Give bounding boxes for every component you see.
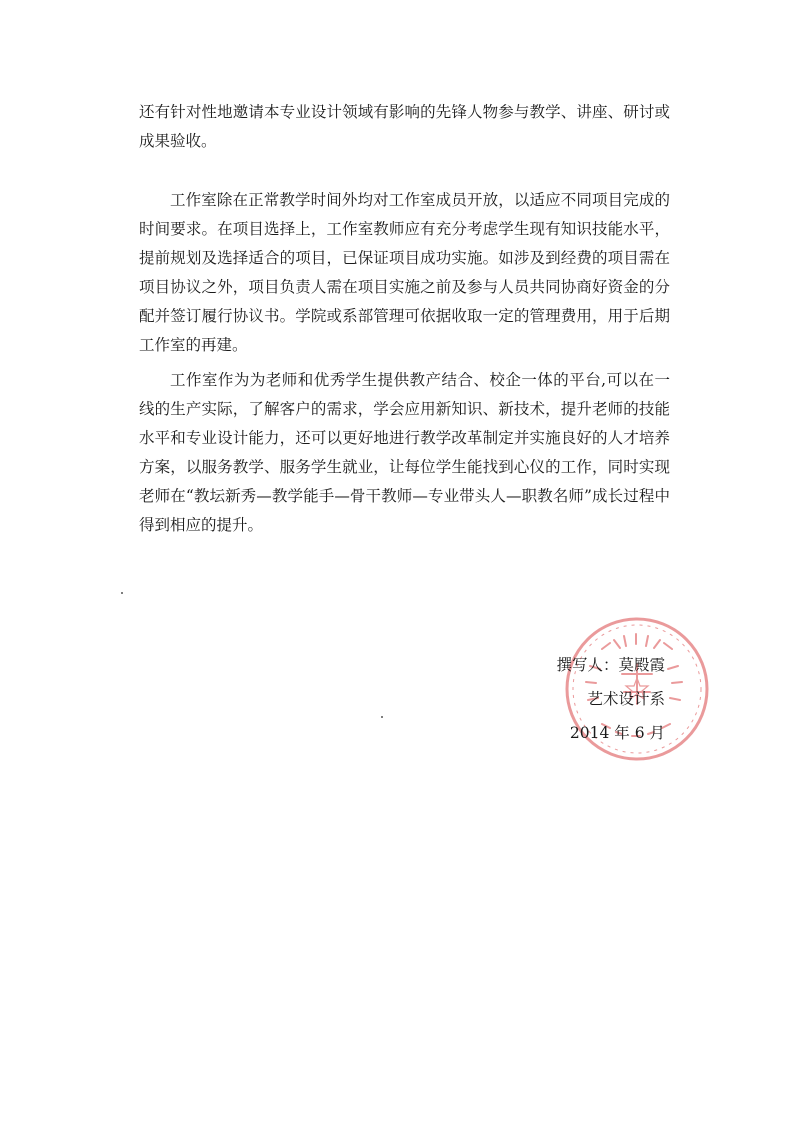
- signature-date: 2014 年 6 月: [569, 724, 665, 742]
- signature-department: 艺术设计系: [587, 690, 665, 708]
- paragraph-studio-platform: 工作室作为为老师和优秀学生提供教产结合、校企一体的平台,可以在一线的生产实际，了解客户的需求，学会应用新知识、新技术，提升老师的技能水平和专业设计能力，还可以更好地进行教学改革制定并实施良好的人才培养方案，以服务教学、服务学生就业，让每位学生能找到心仪的工作，同时实现老师在“教坛新秀—教学能手—骨干教师—专业带头人—职教名师”成长过程中得到相应的提升。: [139, 371, 670, 534]
- scan-speck: [381, 716, 383, 718]
- document-body: [139, 98, 670, 546]
- paragraph-continued: 还有针对性地邀请本专业设计领域有影响的先锋人物参与教学、讲座、研讨或成果验收。: [139, 103, 670, 150]
- scan-speck: [121, 592, 123, 594]
- signature-block: [445, 648, 665, 750]
- signature-author: 撰写人：莫殿霞: [556, 656, 665, 674]
- paragraph-studio-schedule: 工作室除在正常教学时间外均对工作室成员开放，以适应不同项目完成的时间要求。在项目选择上，工作室教师应有充分考虑学生现有知识技能水平，提前规划及选择适合的项目，已保证项目成功实施。如涉及到经费的项目需在项目协议之外，项目负责人需在项目实施之前及参与人员共同协商好资金的分配并签订履行协议书。学院或系部管理可依据收取一定的管理费用，用于后期工作室的再建。: [139, 191, 670, 354]
